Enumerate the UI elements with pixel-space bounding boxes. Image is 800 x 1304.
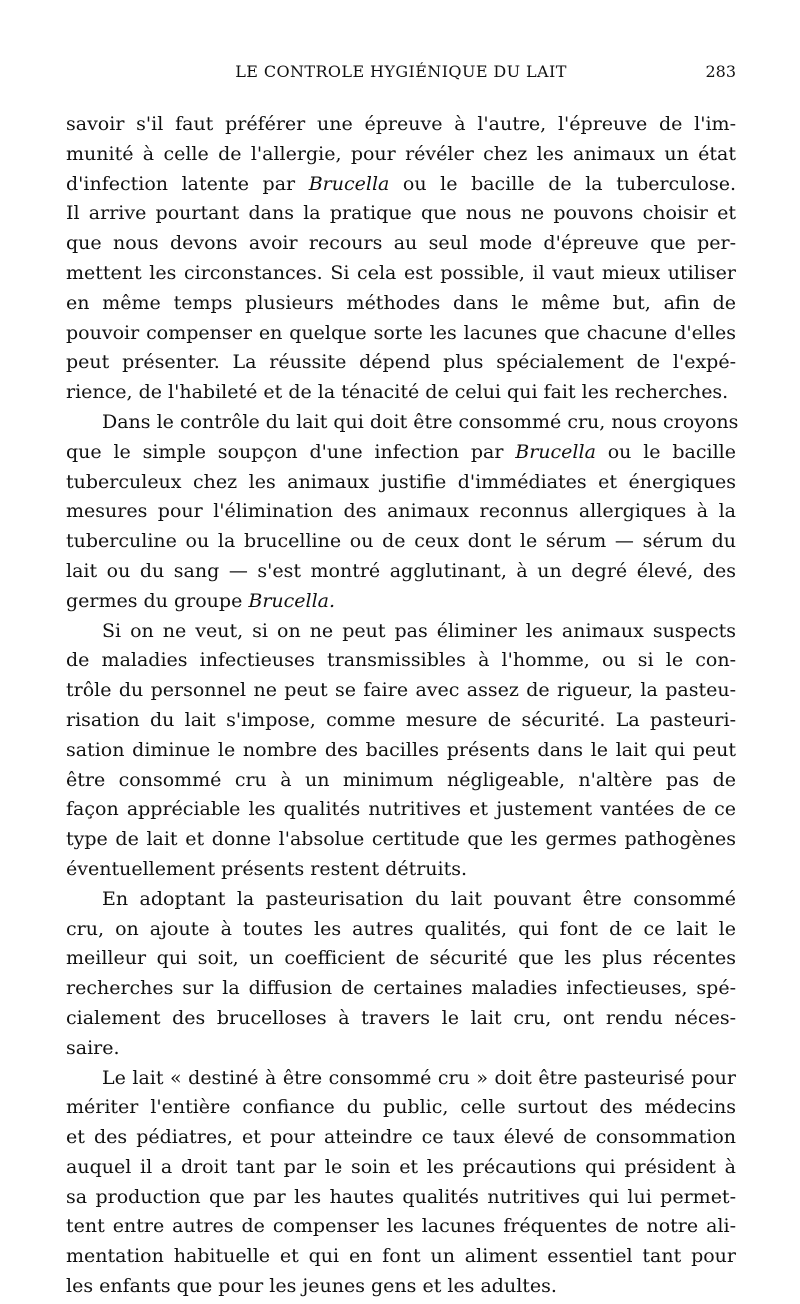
text-line: saire.	[66, 1036, 120, 1059]
text-line: que nous devons avoir recours au seul mode d'épreuve que per-	[66, 232, 736, 255]
text-line: meilleur qui soit, un coefficient de sécurité que les plus récentes	[66, 947, 736, 970]
text-line: type de lait et donne l'absolue certitude que les germes pathogènes	[66, 828, 736, 851]
text-line: risation du lait s'impose, comme mesure de sécurité. La pasteuri-	[66, 708, 736, 731]
text-line: Dans le contrôle du lait qui doit être consommé cru, nous croyons	[102, 410, 739, 433]
text-line: Le lait « destiné à être consommé cru » doit être pasteurisé pour	[102, 1066, 736, 1089]
text-line: lait ou du sang — s'est montré agglutinant, à un degré élevé, des	[66, 559, 736, 582]
running-header	[66, 62, 736, 86]
text-line: auquel il a droit tant par le soin et les précautions qui président à	[66, 1155, 736, 1178]
text-line: pouvoir compenser en quelque sorte les lacunes que chacune d'elles	[66, 321, 736, 344]
text-line: peut présenter. La réussite dépend plus spécialement de l'expé-	[66, 351, 736, 374]
running-title: LE CONTROLE HYGIÉNIQUE DU LAIT	[235, 62, 567, 81]
text-line: sa production que par les hautes qualités nutritives qui lui permet-	[66, 1185, 736, 1208]
text-line: mettent les circonstances. Si cela est possible, il vaut mieux utiliser	[66, 261, 736, 284]
text-line: de maladies infectieuses transmissibles à l'homme, ou si le con-	[66, 649, 736, 672]
text-line: savoir s'il faut préférer une épreuve à l'autre, l'épreuve de l'im-	[66, 113, 736, 135]
text-line: en même temps plusieurs méthodes dans le même but, afin de	[66, 291, 736, 314]
body-text	[66, 110, 739, 1302]
text-line: tent entre autres de compenser les lacunes fréquentes de notre ali-	[66, 1215, 736, 1238]
text-line: En adoptant la pasteurisation du lait pouvant être consommé	[102, 887, 736, 910]
paragraph	[66, 617, 736, 885]
text-line: munité à celle de l'allergie, pour révéler chez les animaux un état	[66, 142, 736, 165]
text-line: et des pédiatres, et pour atteindre ce taux élevé de consommation	[66, 1126, 736, 1149]
text-line: façon appréciable les qualités nutritives et justement vantées de ce	[66, 798, 736, 821]
text-line: Il arrive pourtant dans la pratique que nous ne pouvons choisir et	[66, 202, 736, 225]
text-line: éventuellement présents restent détruits.	[66, 857, 468, 880]
text-line: Si on ne veut, si on ne peut pas éliminer les animaux suspects	[102, 619, 736, 642]
text-line: d'infection latente par Brucella ou le bacille de la tuberculose.	[66, 172, 736, 195]
paragraph	[66, 110, 736, 408]
text-line: recherches sur la diffusion de certaines maladies infectieuses, spé-	[66, 977, 736, 1000]
text-line: cru, on ajoute à toutes les autres qualités, qui font de ce lait le	[66, 917, 736, 940]
text-line: être consommé cru à un minimum négligeable, n'altère pas de	[66, 768, 736, 791]
italic-term: Brucella.	[248, 589, 336, 612]
text-line: rience, de l'habileté et de la ténacité de celui qui fait les recherches.	[66, 381, 729, 404]
text-line: les enfants que pour les jeunes gens et les adultes.	[66, 1275, 557, 1298]
text-line: germes du groupe Brucella.	[66, 589, 336, 612]
text-line: mentation habituelle et qui en font un aliment essentiel tant pour	[66, 1245, 736, 1268]
text-line: mesures pour l'élimination des animaux reconnus allergiques à la	[66, 500, 736, 523]
paragraph	[66, 885, 736, 1064]
text-line: sation diminue le nombre des bacilles présents dans le lait qui peut	[66, 738, 736, 761]
text-line: tuberculeux chez les animaux justifie d'immédiates et énergiques	[66, 470, 736, 493]
text-line: mériter l'entière confiance du public, celle surtout des médecins	[66, 1096, 736, 1119]
page-number: 283	[705, 62, 736, 81]
italic-term: Brucella	[308, 172, 390, 195]
italic-term: Brucella	[515, 440, 596, 463]
text-line: trôle du personnel ne peut se faire avec assez de rigueur, la pasteu-	[66, 679, 736, 702]
text-line: que le simple soupçon d'une infection par Brucella ou le bacille	[66, 440, 736, 463]
text-line: cialement des brucelloses à travers le lait cru, ont rendu néces-	[66, 1006, 736, 1029]
paragraph	[66, 408, 739, 617]
paragraph	[66, 1064, 736, 1302]
text-line: tuberculine ou la brucelline ou de ceux dont le sérum — sérum du	[66, 530, 736, 553]
